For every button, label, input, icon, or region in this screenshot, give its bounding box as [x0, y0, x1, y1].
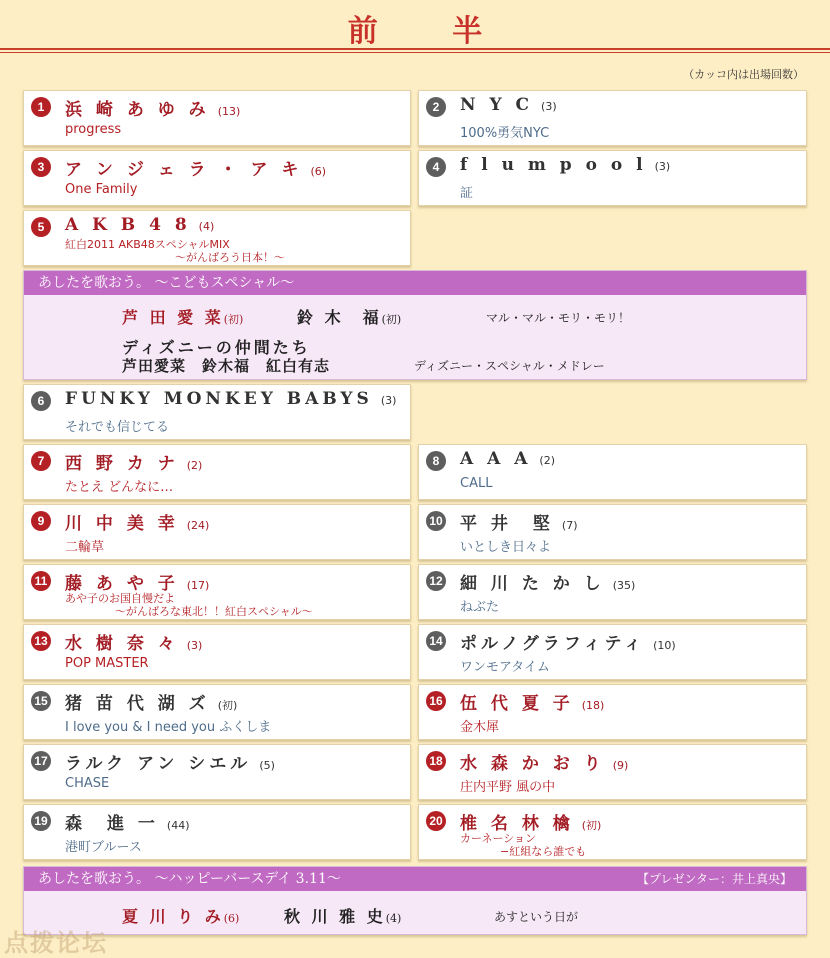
song-title: たとえ どんなに… [65, 480, 174, 495]
entry-card [23, 384, 411, 440]
artist-name-text: 水 樹 奈 々 [65, 634, 179, 654]
entry-card [418, 744, 807, 800]
entry-number-badge: 5 [31, 217, 51, 237]
artist-name-text: 椎 名 林 檎 [460, 814, 574, 834]
song-title: POP MASTER [65, 656, 149, 671]
entry-number-badge: 3 [31, 157, 51, 177]
song-title [460, 832, 586, 858]
artist-name [65, 389, 396, 409]
special-segment-birthday [23, 866, 807, 935]
appearance-count: (9) [612, 759, 629, 772]
song-title-line: −紅組なら誰でも [500, 845, 587, 858]
appearance-count: (24) [186, 519, 210, 532]
performer-name: 夏 川 り み(6) [122, 907, 240, 926]
entry-number-badge: 13 [31, 631, 51, 651]
entry-card [23, 744, 411, 800]
song-title [65, 238, 285, 264]
appearance-count: (2) [539, 454, 556, 467]
entry-card [23, 804, 411, 860]
special-song: あすという日が [494, 910, 579, 924]
song-title: 二輪草 [65, 540, 105, 555]
appearance-count: (35) [612, 579, 636, 592]
artist-name [65, 449, 202, 474]
appearance-count: (13) [217, 105, 241, 118]
artist-name [460, 95, 557, 115]
special-song: ディズニー・スペシャル・メドレー [414, 359, 605, 373]
song-title: I love you & I need you ふくしま [65, 720, 272, 735]
entry-number-badge: 4 [426, 157, 446, 177]
entry-card [418, 804, 807, 860]
appearance-count: (3) [380, 394, 397, 407]
artist-name-text: ラルク アン シエル [65, 754, 252, 774]
song-title: それでも信じてる [65, 420, 170, 435]
artist-name [460, 509, 578, 534]
artist-name [65, 629, 202, 654]
artist-name-text: f l u m p o o l [460, 155, 647, 175]
entry-number-badge: 12 [426, 571, 446, 591]
artist-name [460, 449, 555, 469]
appearance-count: (3) [654, 160, 671, 173]
entry-card [418, 90, 807, 146]
entry-card [23, 684, 411, 740]
song-title: One Family [65, 182, 138, 197]
entry-number-badge: 15 [31, 691, 51, 711]
song-title: 金木犀 [460, 720, 500, 735]
artist-name-text: 猪 苗 代 湖 ズ [65, 694, 210, 714]
entry-card [418, 684, 807, 740]
artist-name-text: FUNKY MONKEY BABYS [65, 389, 373, 409]
entry-card [418, 564, 807, 620]
artist-name-text: 平 井 堅 [460, 514, 554, 534]
appearance-count: (17) [186, 579, 210, 592]
entry-number-badge: 6 [31, 391, 51, 411]
appearance-count: (6) [310, 165, 327, 178]
entry-number-badge: 9 [31, 511, 51, 531]
entry-number-badge: 10 [426, 511, 446, 531]
appearance-count: (5) [259, 759, 275, 772]
entry-number-badge: 1 [31, 97, 51, 117]
artist-name-text: 細 川 た か し [460, 574, 605, 594]
artist-name-text: 西 野 カ ナ [65, 454, 179, 474]
artist-name [460, 809, 601, 834]
song-title: ねぶた [460, 600, 500, 615]
entry-number-badge: 14 [426, 631, 446, 651]
entry-card [23, 150, 411, 206]
entry-card [418, 624, 807, 680]
song-title-line: 〜がんばろな東北！！紅白スペシャル〜 [115, 605, 313, 618]
song-title-line: 〜がんばろう日本！〜 [175, 251, 285, 264]
entry-card [418, 150, 807, 206]
header [0, 0, 830, 50]
artist-name [65, 509, 209, 534]
watermark: 点拨论坛 [4, 929, 108, 957]
song-title: CALL [460, 476, 493, 491]
artist-name-text: A K B 4 8 [65, 215, 191, 235]
appearance-count: (3) [541, 100, 557, 113]
song-title: 100%勇気NYC [460, 126, 550, 141]
special-title: あしたを歌おう。 〜ハッピーバースデイ 3.11〜 【プレゼンター：井上真央】 [24, 867, 806, 891]
appearance-count: (4) [198, 220, 215, 233]
song-title: いとしき日々よ [460, 540, 552, 555]
artist-name [460, 749, 628, 774]
performer-name: 秋 川 雅 史(4) [284, 907, 402, 926]
special-title: あしたを歌おう。 〜こどもスペシャル〜 [24, 271, 806, 295]
artist-name [460, 155, 670, 175]
entry-number-badge: 8 [426, 451, 446, 471]
entry-number-badge: 16 [426, 691, 446, 711]
presenter-label: 【プレゼンター：井上真央】 [636, 872, 792, 886]
artist-name-text: 森 進 一 [65, 814, 159, 834]
artist-name-text: A A A [460, 449, 532, 469]
group-members: 芦田愛菜 鈴木福 紅白有志 [122, 357, 331, 375]
artist-name [65, 809, 190, 834]
appearance-count: (初) [581, 819, 602, 832]
artist-name [65, 689, 237, 714]
entry-card [23, 624, 411, 680]
special-segment-kids [23, 270, 807, 380]
song-title: 庄内平野 風の中 [460, 780, 556, 795]
entry-number-badge: 17 [31, 751, 51, 771]
entry-number-badge: 7 [31, 451, 51, 471]
artist-name-text: 伍 代 夏 子 [460, 694, 574, 714]
artist-name-text: 水 森 か お り [460, 754, 605, 774]
appearance-count: (44) [166, 819, 190, 832]
entry-card [23, 444, 411, 500]
artist-name [65, 569, 209, 594]
song-title-line: あや子のお国自慢だよ [65, 592, 175, 605]
entry-number-badge: 20 [426, 811, 446, 831]
artist-name [460, 689, 604, 714]
artist-name-text: 藤 あ や 子 [65, 574, 179, 594]
entry-card [23, 504, 411, 560]
entry-card [418, 444, 807, 500]
artist-name [65, 155, 326, 180]
performer-name: 鈴 木 福(初) [297, 308, 402, 327]
performer-name: 芦 田 愛 菜(初) [122, 308, 244, 327]
artist-name-text: 浜 崎 あ ゆ み [65, 100, 210, 120]
artist-name [65, 95, 240, 120]
song-title: CHASE [65, 776, 110, 791]
song-title: progress [65, 122, 122, 137]
artist-name-text: N Y C [460, 95, 534, 115]
appearance-count: (2) [186, 459, 203, 472]
appearance-count: (初) [217, 699, 238, 712]
artist-name-text: 川 中 美 幸 [65, 514, 179, 534]
count-note: （カッコ内は出場回数） [683, 68, 804, 81]
entry-card [23, 90, 411, 146]
entry-number-badge: 2 [426, 97, 446, 117]
song-title-line: カーネーション [460, 832, 537, 845]
artist-name [460, 629, 676, 654]
artist-name-text: ア ン ジ ェ ラ ・ ア キ [65, 160, 303, 180]
artist-name [65, 749, 275, 774]
entry-number-badge: 11 [31, 571, 51, 591]
entry-number-badge: 19 [31, 811, 51, 831]
appearance-count: (10) [653, 639, 676, 652]
entry-card [23, 210, 411, 266]
special-song: マル・マル・モリ・モリ！ [486, 311, 631, 325]
song-title: ワンモアタイム [460, 660, 550, 675]
song-title: 証 [460, 186, 474, 201]
appearance-count: (7) [561, 519, 578, 532]
song-title [65, 592, 313, 618]
appearance-count: (18) [581, 699, 605, 712]
artist-name [460, 569, 635, 594]
entry-card [418, 504, 807, 560]
page-title: 前 半 [347, 14, 515, 49]
song-title-line: 紅白2011 AKB48スペシャルMIX [65, 238, 230, 251]
song-title: 港町ブルース [65, 840, 142, 855]
artist-name-text: ポルノグラフィティ [460, 634, 646, 654]
entry-number-badge: 18 [426, 751, 446, 771]
entry-card [23, 564, 411, 620]
group-name: ディズニーの仲間たち [122, 338, 311, 357]
artist-name [65, 215, 214, 235]
appearance-count: (3) [186, 639, 203, 652]
